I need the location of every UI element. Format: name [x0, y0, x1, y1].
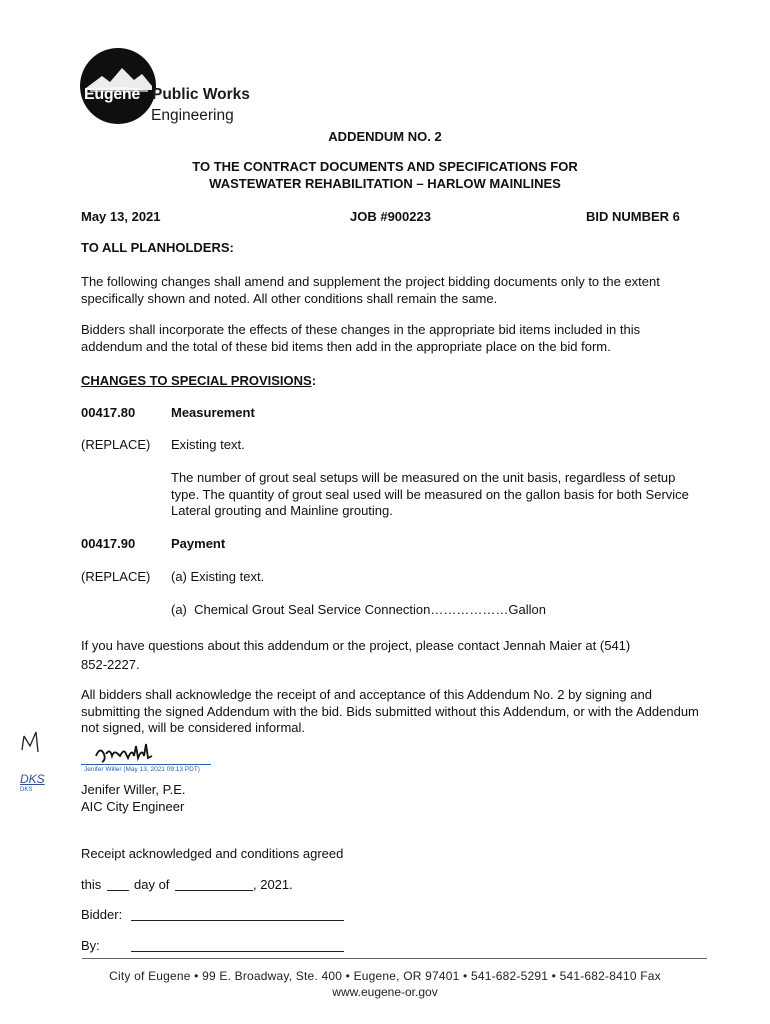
section-heading [81, 373, 316, 388]
bid-number: BID NUMBER 6 [586, 209, 680, 224]
contact-paragraph: If you have questions about this addendum or the project, please contact Jennah Maier at (541) 852-2227. [81, 638, 631, 672]
item-action-text: Existing text. [171, 437, 245, 452]
receipt-line: Receipt acknowledged and conditions agreed [81, 846, 344, 861]
item-action: (REPLACE) [81, 569, 151, 584]
footer-website[interactable]: www.eugene-or.gov [332, 985, 438, 999]
item-title: Payment [171, 536, 226, 551]
section-heading-text: CHANGES TO SPECIAL PROVISIONS [81, 373, 312, 388]
footer-divider [82, 958, 707, 959]
org-name: Public Works [152, 86, 250, 103]
receipt-day-label: day of [134, 877, 170, 892]
subtitle-line-2: WASTEWATER REHABILITATION – HARLOW MAINLINES [209, 176, 561, 191]
acknowledge-paragraph: All bidders shall acknowledge the receipt of and acceptance of this Addendum No. 2 by signing and submitting the signed Addendum with the bid. Bids submitted without this Addendum, or with the Addendum not signed, will be considered informal. [81, 687, 699, 735]
intro-paragraph: The following changes shall amend and supplement the project bidding documents only to the extent specifically shown and noted. All other conditions shall remain the same. [81, 274, 660, 306]
margin-initial-mark [18, 728, 48, 759]
section-heading-colon: : [311, 373, 317, 388]
month-blank[interactable] [175, 890, 253, 891]
item-body: (a) Chemical Grout Seal Service Connection………………Gallon [171, 602, 546, 617]
logo-word: Eugene [84, 86, 140, 103]
day-blank[interactable] [107, 890, 129, 891]
signer-name: Jenifer Willer, P.E. [81, 782, 186, 797]
by-blank[interactable] [131, 951, 344, 952]
by-label: By: [81, 938, 100, 953]
signer-role: AIC City Engineer [81, 799, 185, 814]
item-action-text: (a) Existing text. [171, 569, 265, 584]
subtitle-line-1: TO THE CONTRACT DOCUMENTS AND SPECIFICATIONS FOR [192, 159, 578, 174]
item-body: The number of grout seal setups will be measured on the unit basis, regardless of setup type. The quantity of grout seal used will be measured on the gallon basis for both Service Lateral grouting and Mainline grouting. [171, 470, 689, 518]
receipt-year: , 2021. [253, 877, 293, 892]
salutation: TO ALL PLANHOLDERS: [81, 240, 234, 255]
org-department: Engineering [151, 107, 234, 124]
instructions-paragraph: Bidders shall incorporate the effects of these changes in the appropriate bid items included in this addendum and the total of these bid items then add in the appropriate place on the bid form. [81, 322, 641, 354]
initials-label: DKS [20, 787, 33, 793]
receipt-this-label: this [81, 877, 102, 892]
item-code: 00417.80 [81, 405, 136, 420]
item-title: Measurement [171, 405, 255, 420]
footer-address: City of Eugene • 99 E. Broadway, Ste. 400 • Eugene, OR 97401 • 541-682-5291 • 541-682-8410 Fax [109, 969, 661, 983]
page-title: ADDENDUM NO. 2 [328, 129, 442, 144]
bidder-label: Bidder: [81, 907, 123, 922]
date: May 13, 2021 [81, 209, 161, 224]
job-number: JOB #900223 [350, 209, 431, 224]
item-action: (REPLACE) [81, 437, 151, 452]
signature-stamp: Jenifer Willer (May 13, 2021 09:13 PDT) [84, 766, 200, 773]
item-code: 00417.90 [81, 536, 136, 551]
bidder-blank[interactable] [131, 920, 344, 921]
initials-mark: DKS [20, 772, 45, 786]
